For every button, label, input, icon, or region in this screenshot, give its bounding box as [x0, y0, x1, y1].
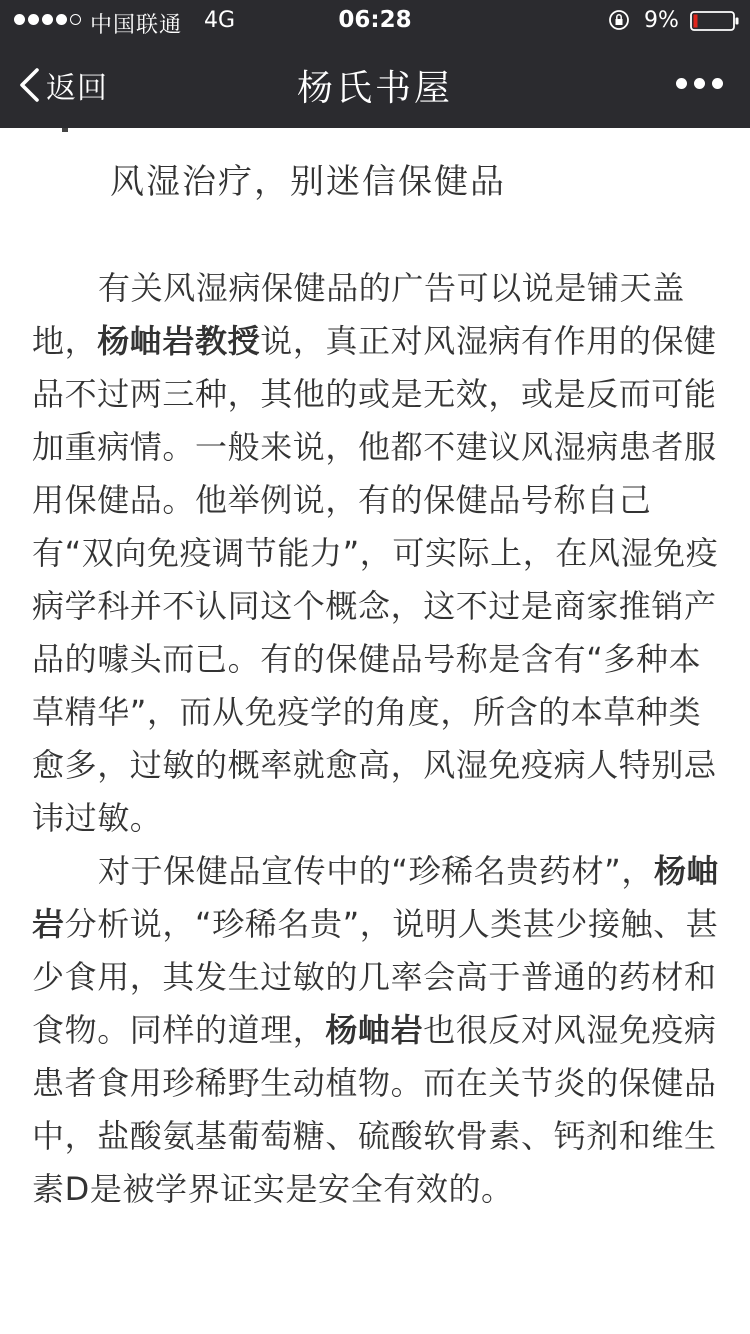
- page-title: 杨氏书屋: [296, 68, 453, 109]
- paragraph-text: 说，真正对风湿病有作用的保健品不过两三种，其他的或是无效，或是反而可能加重病情。一般来说，他都不建议风湿病患者服用保健品。他举例说，有的保健品号称自己有“双向免疫调节能力”，可实际上，在风湿免疫病学科并不认同这个概念，这不过是商家推销产品的噱头而已。有的保健品号称是含有“多种本草精华”，而从免疫学的角度，所含的本草种类愈多，过敏的概率就愈高，风湿免疫病人特别忌讳过敏。: [32, 322, 719, 837]
- navigation-bar: [0, 40, 750, 128]
- article-body: [32, 262, 722, 1216]
- paragraph-text: 对于保健品宣传中的“珍稀名贵药材”，: [98, 852, 654, 890]
- battery-icon: [690, 11, 740, 31]
- carrier-name: 中国联通: [90, 13, 183, 38]
- article-content: [0, 128, 750, 1334]
- paragraph-text: 有关风湿病保健品的广告可以说是铺天盖地，: [32, 269, 685, 360]
- person-name: 杨岫岩教授: [97, 322, 261, 360]
- article-paragraph-1: [32, 262, 722, 845]
- article-title: 风湿治疗，别迷信保健品: [110, 162, 506, 202]
- back-label: 返回: [46, 71, 108, 106]
- more-options-icon[interactable]: [676, 78, 723, 89]
- person-name: 杨岫岩: [325, 1011, 424, 1049]
- network-type: 4G: [204, 8, 236, 33]
- person-name: 杨岫岩: [32, 852, 720, 943]
- top-bar: [0, 0, 750, 128]
- status-bar: [0, 0, 750, 40]
- rotation-lock-icon: [608, 9, 630, 31]
- battery-percent: 9%: [644, 8, 679, 33]
- paragraph-text: 分析说，“珍稀名贵”，说明人类甚少接触、甚少食用，其发生过敏的几率会高于普通的药材和食物。同样的道理，: [32, 905, 719, 1049]
- clock: 06:28: [338, 7, 412, 33]
- scroll-indicator: [62, 128, 68, 132]
- article-paragraph-2: [32, 845, 722, 1216]
- paragraph-text: 也很反对风湿免疫病患者食用珍稀野生动植物。而在关节炎的保健品中，盐酸氨基葡萄糖、硫酸软骨素、钙剂和维生素D是被学界证实是安全有效的。: [32, 1011, 717, 1208]
